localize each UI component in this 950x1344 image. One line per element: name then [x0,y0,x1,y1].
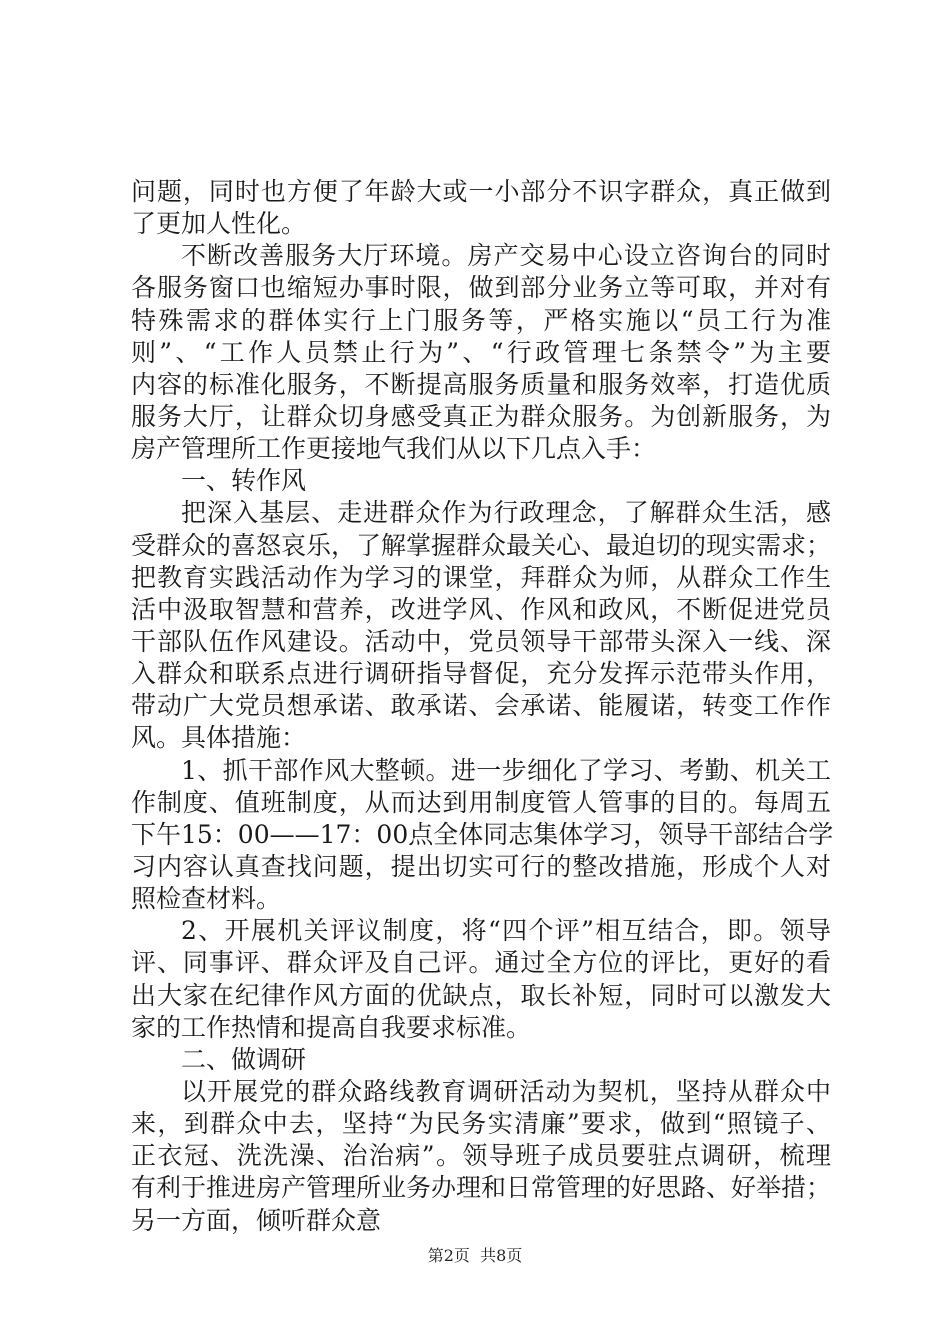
text-line: 特殊需求的群体实行上门服务等，严格实施以“员工行为准 [131,305,831,335]
text-line: 评、同事评、群众评及自己评。通过全方位的评比，更好的看 [131,948,831,978]
text-line: 把教育实践活动作为学习的课堂，拜群众为师，从群众工作生 [131,562,831,592]
text-line: 各服务窗口也缩短办事时限，做到部分业务立等可取，并对有 [131,273,831,303]
page-footer [0,1246,950,1266]
text-line: 一、转作风 [181,466,307,496]
text-line: 干部队伍作风建设。活动中，党员领导干部带头深入一线、深 [131,626,831,656]
text-line: 出大家在纪律作风方面的优缺点，取长补短，同时可以激发大 [131,980,831,1010]
text-line: 另一方面，倾听群众意 [131,1205,382,1235]
text-line: 受群众的喜怒哀乐，了解掌握群众最关心、最迫切的现实需求； [131,530,832,560]
text-line: 房产管理所工作更接地气我们从以下几点入手： [131,434,657,464]
text-line: 则”、“工作人员禁止行为”、“行政管理七条禁令”为主要 [131,337,831,367]
text-line: 作制度、值班制度，从而达到用制度管人管事的目的。每周五 [131,787,831,817]
text-line: 活中汲取智慧和营养，改进学风、作风和政风，不断促进党员 [131,594,831,624]
text-line: 了更加人性化。 [131,209,307,239]
text-line: 问题，同时也方便了年龄大或一小部分不识字群众，真正做到 [131,177,831,206]
text-line: 内容的标准化服务，不断提高服务质量和服务效率，打造优质 [131,369,831,399]
text-line: 来，到群众中去，坚持“为民务实清廉”要求，做到“照镜子、 [131,1109,831,1139]
text-line: 以开展党的群众路线教育调研活动为契机，坚持从群众中 [181,1076,831,1106]
text-line: 带动广大党员想承诺、敢承诺、会承诺、能履诺，转变工作作 [131,691,831,721]
text-line: 家的工作热情和提高自我要求标准。 [131,1012,532,1042]
text-line: 服务大厅，让群众切身感受真正为群众服务。为创新服务，为 [131,401,831,431]
text-line: 入群众和联系点进行调研指导督促，充分发挥示范带头作用， [131,659,831,689]
text-line: 风。具体措施： [131,723,307,753]
text-line: 2、开展机关评议制度，将“四个评”相互结合，即。领导 [181,916,831,946]
text-line: 把深入基层、走进群众作为行政理念，了解群众生活，感 [181,498,831,528]
text-line: 下午15：00——17：00点全体同志集体学习，领导干部结合学 [131,819,834,849]
text-line: 二、做调研 [181,1044,307,1074]
text-line: 1、抓干部作风大整顿。进一步细化了学习、考勤、机关工 [181,755,831,785]
text-line: 照检查材料。 [131,884,282,914]
text-line: 正衣冠、洗洗澡、治治病”。领导班子成员要驻点调研，梳理 [131,1141,831,1171]
text-line: 有利于推进房产管理所业务办理和日常管理的好思路、好举措； [131,1173,832,1203]
text-line: 不断改善服务大厅环境。房产交易中心设立咨询台的同时 [181,241,831,271]
document-body [131,176,834,1237]
page-number-label: 第2页 共8页 [427,1246,523,1265]
text-line: 习内容认真查找问题，提出切实可行的整改措施，形成个人对 [131,851,831,881]
